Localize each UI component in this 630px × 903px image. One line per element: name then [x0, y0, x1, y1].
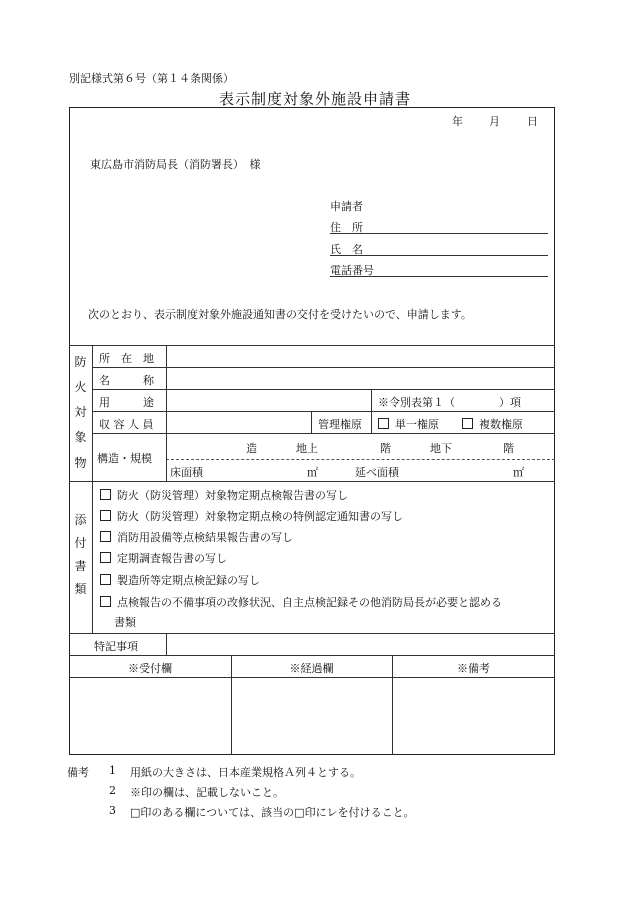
checkbox-icon — [100, 489, 111, 500]
structure-kai2: 階 — [503, 442, 514, 455]
rule — [69, 345, 555, 346]
attachment-item[interactable]: 点検報告の不備事項の改修状況、自主点検記録その他消防局長が必要と認める — [100, 594, 502, 610]
phone-label: 電話番号 — [330, 264, 374, 277]
note-text: □印のある欄については、該当の□印にレを付けること。 — [130, 806, 415, 819]
rule — [69, 633, 555, 634]
date-year: 年 — [452, 115, 463, 128]
note-num: 1 — [109, 764, 116, 777]
address-label: 住 所 — [330, 221, 363, 234]
total-area-label: 延べ面積 — [355, 466, 399, 479]
checkbox-icon — [100, 596, 111, 607]
rule — [92, 367, 555, 368]
rule — [69, 677, 555, 678]
checkbox-icon — [100, 531, 111, 542]
checkbox-icon — [100, 574, 111, 585]
rule — [92, 433, 555, 434]
name-label: 氏 名 — [330, 243, 363, 256]
label-capacity: 収 容 人 員 — [99, 418, 154, 431]
applicant-label: 申請者 — [330, 200, 363, 213]
applicant-address[interactable] — [330, 219, 548, 234]
checkbox-icon — [100, 552, 111, 563]
date-month: 月 — [489, 115, 500, 128]
rule — [92, 389, 555, 390]
checkbox-icon — [100, 510, 111, 521]
rule-v — [166, 345, 167, 481]
label-use: 用 途 — [99, 396, 154, 409]
form-title: 表示制度対象外施設申請書 — [218, 90, 411, 108]
structure-chika: 地下 — [430, 442, 452, 455]
applicant-name[interactable] — [330, 241, 548, 256]
rule — [69, 655, 555, 656]
label-mgmt: 管理権原 — [318, 418, 362, 431]
date-day: 日 — [527, 115, 538, 128]
remarks-header: ※備考 — [457, 662, 490, 675]
attachment-item[interactable]: 定期調査報告書の写し — [100, 550, 227, 566]
use-note: ※令別表第１（ ）項 — [378, 396, 521, 409]
reception-header: ※受付欄 — [128, 662, 172, 675]
rule — [69, 481, 555, 482]
addressee: 東広島市消防局長（消防署長） 様 — [90, 158, 261, 171]
building-section-label: 防 火 対 象 物 — [74, 354, 87, 470]
note-text: ※印の欄は、記載しないこと。 — [130, 786, 284, 799]
structure-zou: 造 — [246, 442, 257, 455]
multiple-checkbox[interactable]: 複数権原 — [462, 416, 523, 432]
rule-v — [92, 345, 93, 633]
progress-header: ※経過欄 — [289, 662, 334, 675]
attachment-item[interactable]: 消防用設備等点検結果報告書の写し — [100, 529, 293, 545]
label-location: 所 在 地 — [99, 352, 154, 365]
rule-v — [311, 411, 312, 433]
attachment-item[interactable]: 防火（防災管理）対象物定期点検の特例認定通知書の写し — [100, 508, 403, 524]
rule — [92, 411, 555, 412]
rule-v — [371, 389, 372, 433]
m2-unit: ㎡ — [307, 466, 318, 479]
single-checkbox[interactable]: 単一権原 — [378, 416, 439, 432]
attachments-section-label: 添 付 書 類 — [74, 512, 87, 596]
attachment-item[interactable]: 製造所等定期点検記録の写し — [100, 572, 260, 588]
label-name: 名 称 — [99, 374, 154, 387]
checkbox-icon — [378, 418, 389, 429]
statement: 次のとおり、表示制度対象外施設通知書の交付を受けたいので、申請します。 — [88, 308, 472, 321]
structure-kai1: 階 — [380, 442, 391, 455]
applicant-phone[interactable] — [330, 262, 548, 277]
m2-unit: ㎡ — [513, 466, 524, 479]
form-number: 別記様式第６号（第１４条関係） — [69, 72, 234, 85]
notes-label: 備考 — [67, 766, 89, 779]
note-text: 用紙の大きさは、日本産業規格Ａ列４とする。 — [130, 766, 361, 779]
rule-v — [166, 633, 167, 655]
attachment-continuation: 書類 — [114, 616, 136, 629]
rule-dashed — [166, 459, 555, 460]
note-num: 2 — [109, 784, 116, 797]
label-structure: 構造・規模 — [97, 452, 152, 465]
attachment-item[interactable]: 防火（防災管理）対象物定期点検報告書の写し — [100, 487, 348, 503]
note-num: 3 — [109, 804, 116, 817]
special-notes-label: 特記事項 — [94, 640, 138, 653]
floor-area-label: 床面積 — [170, 466, 203, 479]
checkbox-icon — [462, 418, 473, 429]
structure-chijo: 地上 — [296, 442, 318, 455]
